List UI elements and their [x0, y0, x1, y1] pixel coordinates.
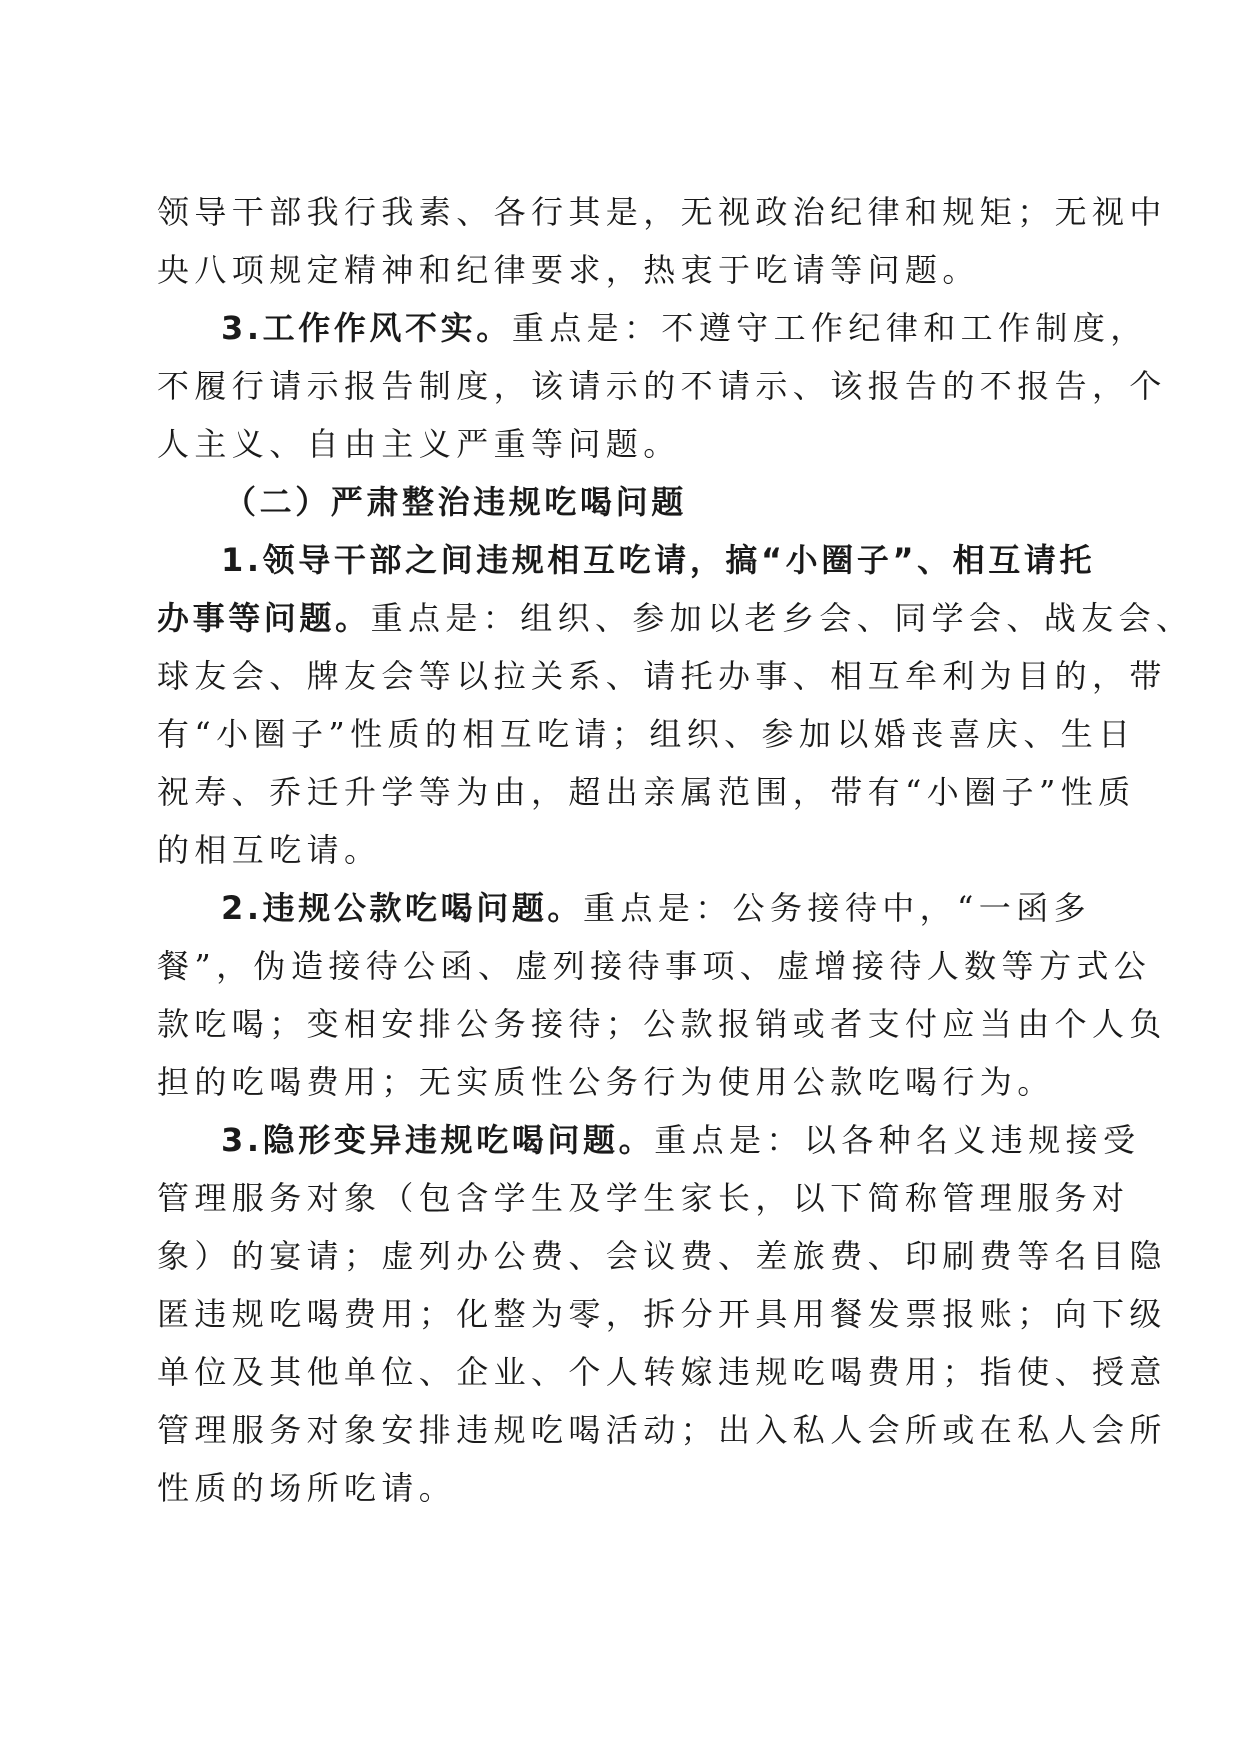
paragraph-line: 款吃喝；变相安排公务接待；公款报销或者支付应当由个人负 [157, 1005, 1167, 1043]
paragraph-line [221, 308, 1221, 348]
item-text: 重点是：以各种名义违规接受 [654, 1121, 1141, 1159]
item-title: 办事等问题。 [157, 599, 371, 637]
paragraph-line: 象）的宴请；虚列办公费、会议费、差旅费、印刷费等名目隐 [157, 1237, 1167, 1275]
item-title: 3.隐形变异违规吃喝问题。 [221, 1121, 655, 1159]
paragraph-line: 领导干部我行我素、各行其是，无视政治纪律和规矩；无视中 [157, 193, 1167, 231]
item-text: 重点是：公务接待中，“一函多 [583, 889, 1091, 927]
item-title: 3.工作作风不实。 [221, 309, 512, 347]
paragraph-line: 性质的场所吃请。 [157, 1469, 457, 1507]
paragraph-line: 不履行请示报告制度，该请示的不请示、该报告的不报告，个 [157, 367, 1167, 405]
paragraph-line [157, 598, 1194, 638]
paragraph-line: 的相互吃请。 [157, 831, 382, 869]
paragraph-line: 担的吃喝费用；无实质性公务行为使用公款吃喝行为。 [157, 1063, 1055, 1101]
paragraph-line: 匿违规吃喝费用；化整为零，拆分开具用餐发票报账；向下级 [157, 1295, 1167, 1333]
paragraph-line: 祝寿、乔迁升学等为由，超出亲属范围，带有“小圈子”性质 [157, 773, 1136, 811]
paragraph-line [221, 1120, 1221, 1160]
section-heading: （二）严肃整治违规吃喝问题 [224, 483, 687, 521]
paragraph-line: 球友会、牌友会等以拉关系、请托办事、相互牟利为目的，带 [157, 657, 1167, 695]
item-text: 重点是：组织、参加以老乡会、同学会、战友会、 [370, 599, 1194, 637]
item-text: 重点是：不遵守工作纪律和工作制度， [511, 309, 1148, 347]
paragraph-line: 管理服务对象安排违规吃喝活动；出入私人会所或在私人会所 [157, 1411, 1167, 1449]
paragraph-line [221, 888, 1221, 928]
paragraph-line: 单位及其他单位、企业、个人转嫁违规吃喝费用；指使、授意 [157, 1353, 1167, 1391]
paragraph-line: 央八项规定精神和纪律要求，热衷于吃请等问题。 [157, 251, 980, 289]
paragraph-line: 餐”，伪造接待公函、虚列接待事项、虚增接待人数等方式公 [157, 947, 1152, 985]
paragraph-line: 人主义、自由主义严重等问题。 [157, 425, 681, 463]
paragraph-line: 管理服务对象（包含学生及学生家长，以下简称管理服务对 [157, 1179, 1130, 1217]
item-title: 2.违规公款吃喝问题。 [221, 889, 584, 927]
item-title: 1.领导干部之间违规相互吃请，搞“小圈子”、相互请托 [221, 541, 1096, 579]
paragraph-line: 有“小圈子”性质的相互吃请；组织、参加以婚丧喜庆、生日 [157, 715, 1136, 753]
